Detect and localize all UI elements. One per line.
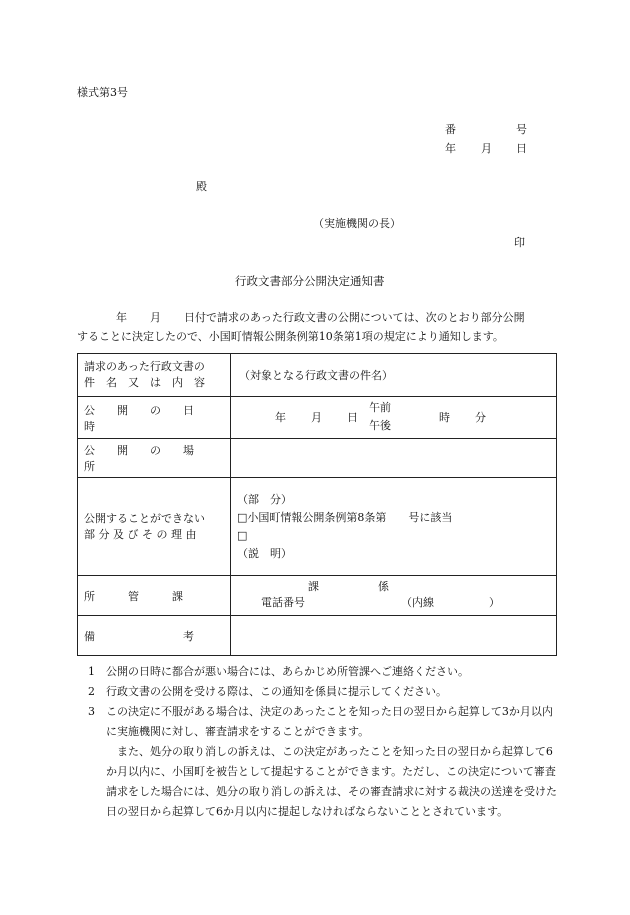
undisclosed-value (231, 478, 557, 576)
department-label: 所 管 課 (78, 576, 231, 616)
row-remarks (78, 616, 557, 656)
note-2-text: 行政文書の公開を受ける際は、この通知を係員に提示してください。 (106, 685, 447, 698)
row-department (78, 576, 557, 616)
undisclosed-explanation-heading: （説 明） (237, 546, 292, 560)
subject-label (78, 354, 231, 397)
undisclosed-checkbox-other[interactable]: □ (237, 528, 248, 542)
note-3 (88, 702, 558, 822)
date-time-am: 午前 (369, 401, 391, 414)
document-title: 行政文書部分公開決定通知書 (235, 274, 385, 288)
place-label: 公 開 の 場 所 (78, 439, 231, 478)
note-1-number: 1 (88, 665, 95, 678)
date-day: 日 (516, 142, 527, 155)
date-time-value (231, 397, 557, 439)
note-1-text: 公開の日時に都合が悪い場合には、あらかじめ所管課へご連絡ください。 (106, 665, 469, 678)
undisclosed-label-line-1: 公開することができない (84, 511, 205, 525)
undisclosed-label-line-2: 部 分 及 び そ の 理 由 (84, 527, 197, 541)
document-number-label: 番 (445, 123, 456, 136)
intro-month: 月 (150, 311, 161, 324)
document-number-suffix: 号 (516, 123, 527, 136)
department-phone-label: 電話番号 (261, 596, 305, 609)
department-extension: （内線 ） (401, 596, 500, 609)
subject-label-line-1: 請求のあった行政文書の (84, 360, 205, 373)
issuer: （実施機関の長） (313, 217, 401, 230)
date-time-label: 公 開 の 日 時 (78, 397, 231, 439)
row-subject (78, 354, 557, 397)
date-time-hour: 時 (439, 411, 450, 424)
place-value (231, 439, 557, 478)
department-value (231, 576, 557, 616)
row-date-time (78, 397, 557, 439)
date-time-pm: 午後 (369, 419, 391, 432)
date-time-day: 日 (347, 411, 358, 424)
notes (88, 662, 558, 822)
remarks-value (231, 616, 557, 656)
disclosure-table (77, 353, 557, 656)
note-3-paragraph: また、処分の取り消しの訴えは、この決定があったことを知った日の翌日から起算して6か月以内に、小国町を被告として提起することができます。ただし、この決定について審査請求をした場合には、処分の取り消しの訴えは、その審査請求に対する裁決の送達を受けた日の翌日から起算して6か月以内に提起しなければならないこととされています。 (106, 745, 557, 818)
department-subsection: 係 (378, 580, 389, 593)
intro-year: 年 (116, 311, 127, 324)
note-1 (88, 662, 558, 682)
row-place (78, 439, 557, 478)
note-2 (88, 682, 558, 702)
row-undisclosed (78, 478, 557, 576)
form-number: 様式第3号 (77, 86, 128, 99)
undisclosed-label (78, 478, 231, 576)
department-section: 課 (308, 580, 319, 593)
addressee: 殿 (196, 180, 207, 193)
remarks-label: 備 考 (78, 616, 231, 656)
date-year: 年 (445, 142, 456, 155)
note-3-text: この決定に不服がある場合は、決定のあったことを知った日の翌日から起算して3か月以内に実施機関に対し、審査請求をすることができます。 (106, 705, 553, 738)
date-month: 月 (481, 142, 492, 155)
date-time-year: 年 (275, 411, 286, 424)
intro-line-1: 日付で請求のあった行政文書の公開については、次のとおり部分公開 (184, 311, 525, 324)
date-time-minute: 分 (475, 411, 486, 424)
note-3-number: 3 (88, 705, 95, 718)
date-time-month: 月 (311, 411, 322, 424)
subject-value: （対象となる行政文書の件名） (231, 354, 557, 397)
subject-label-line-2: 件 名 又 は 内 容 (84, 376, 205, 389)
note-2-number: 2 (88, 685, 95, 698)
seal-mark: 印 (514, 236, 525, 249)
undisclosed-checkbox-article[interactable]: □小国町情報公開条例第8条第 号に該当 (237, 510, 453, 524)
undisclosed-part-heading: （部 分） (237, 492, 292, 506)
intro-line-2: することに決定したので、小国町情報公開条例第10条第1項の規定により通知します。 (77, 330, 504, 343)
